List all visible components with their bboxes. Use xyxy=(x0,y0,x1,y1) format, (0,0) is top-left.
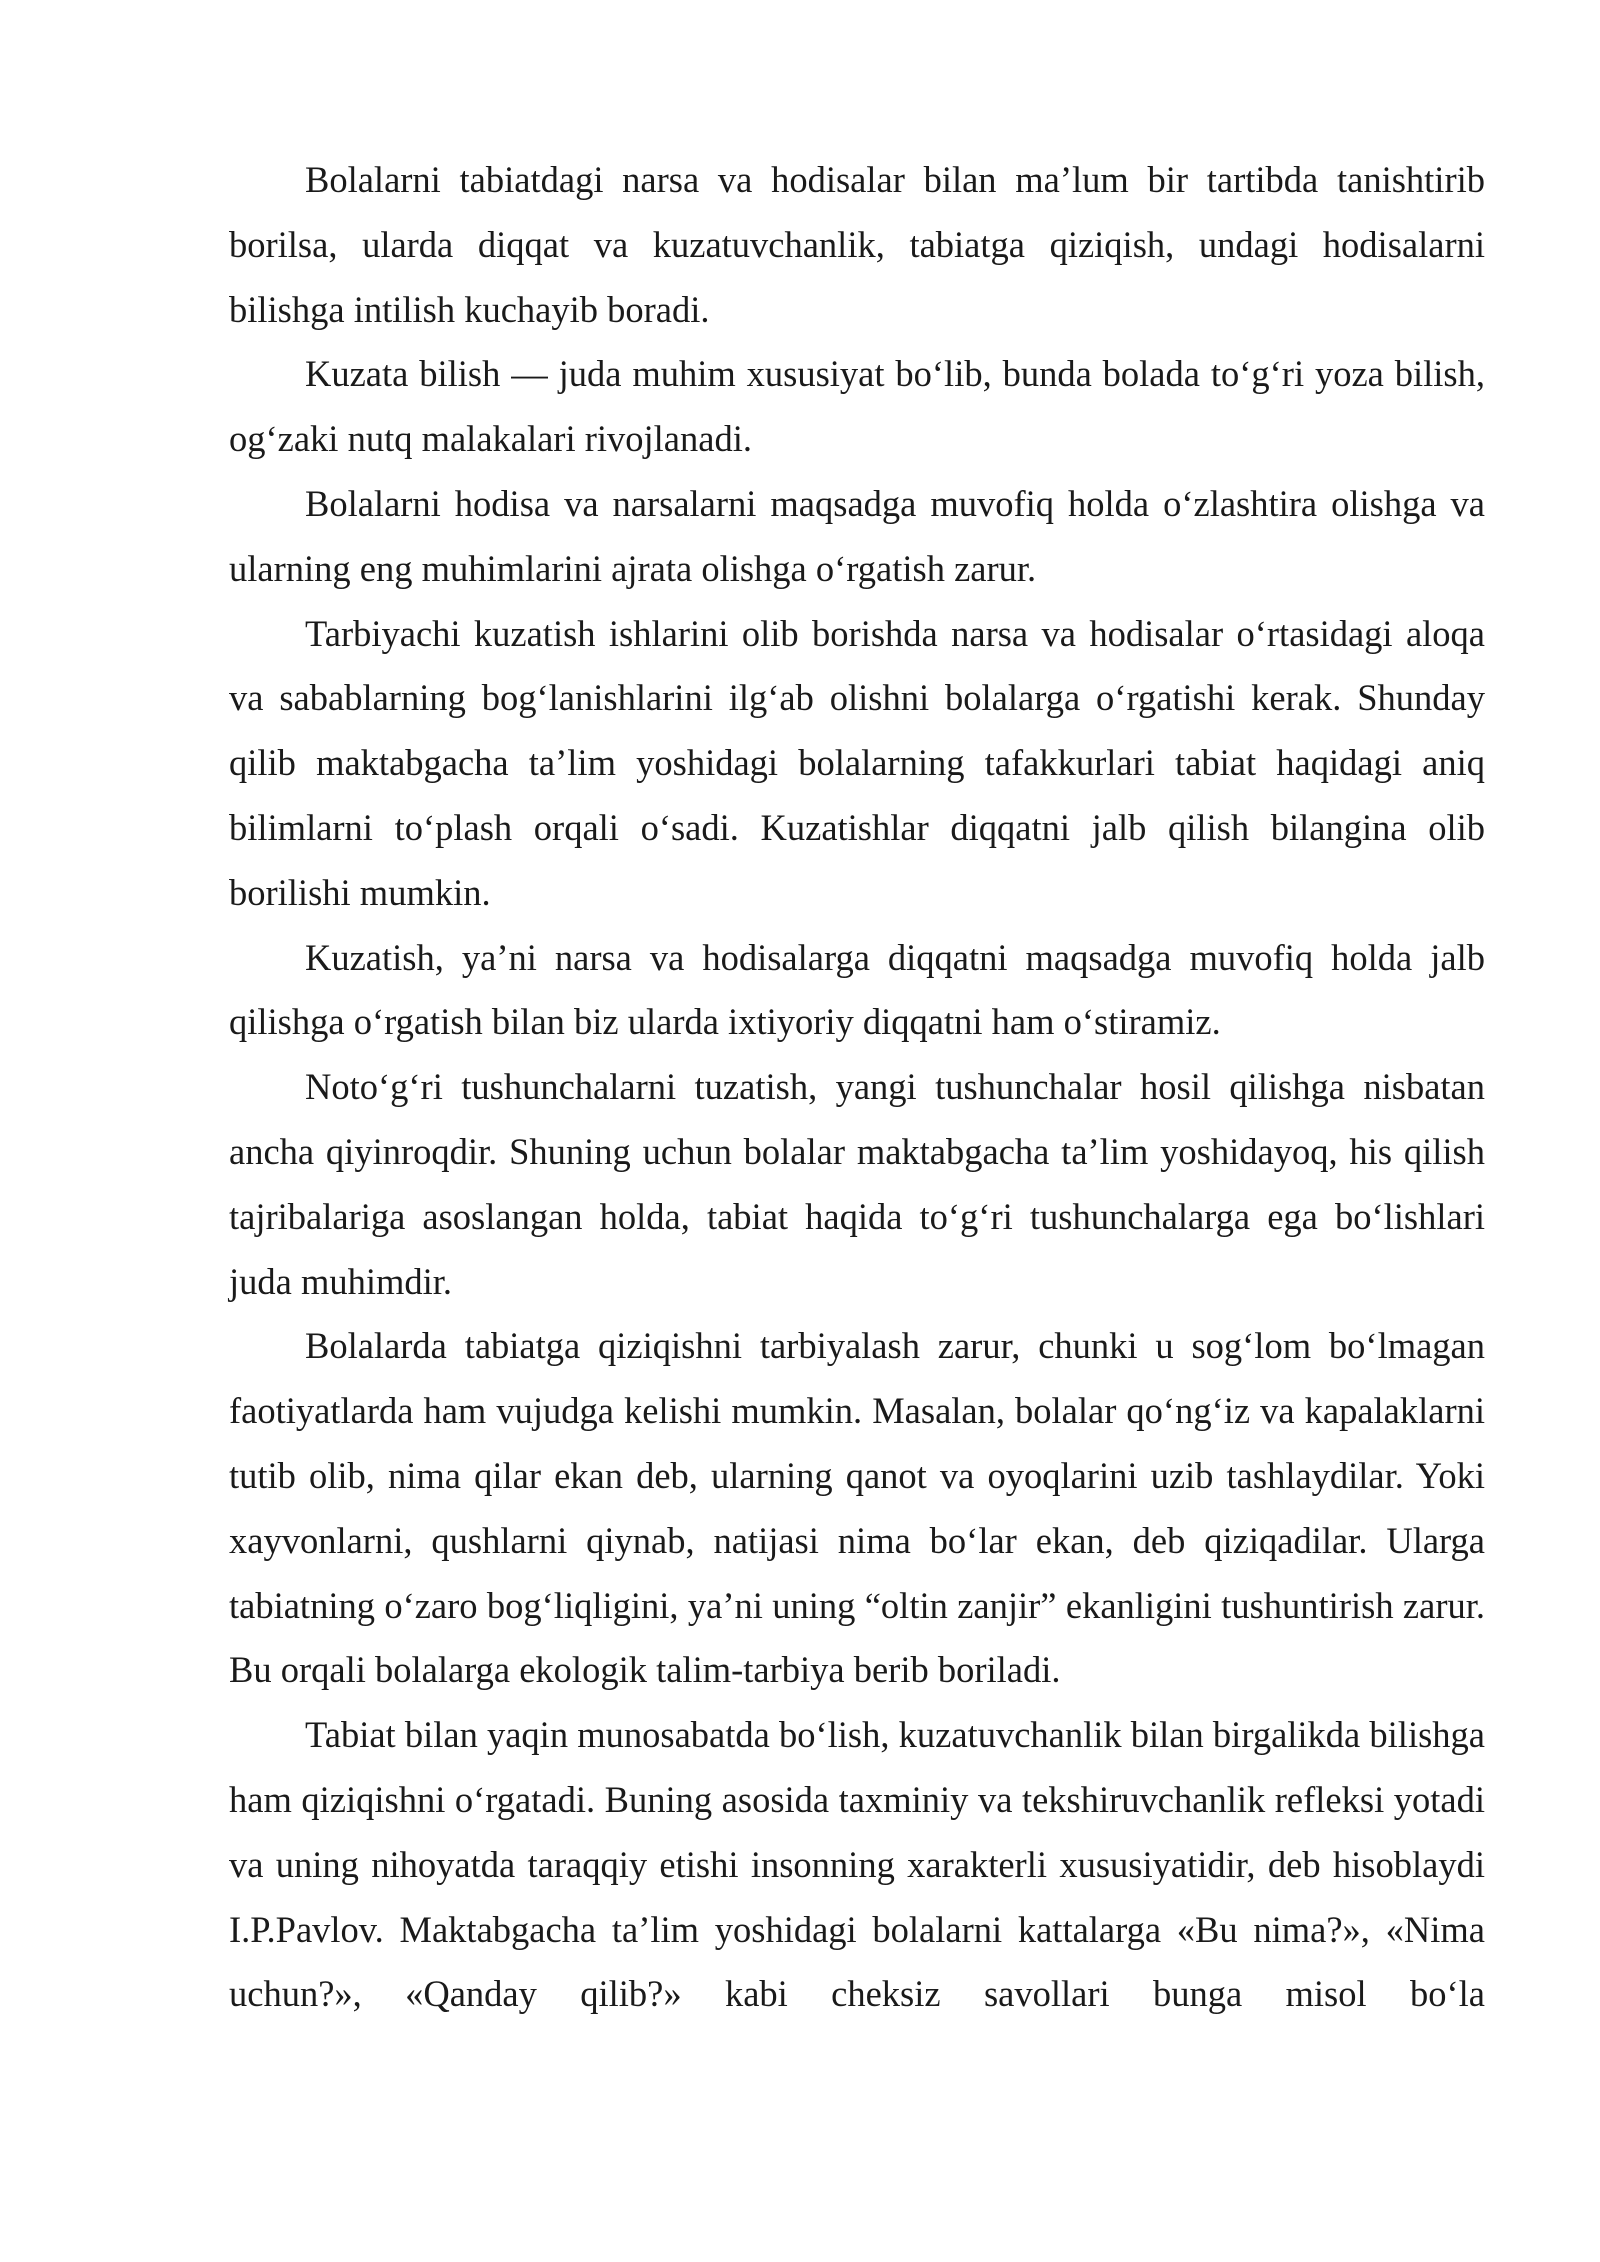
paragraph-7: Bolalarda tabiatga qiziqishni tarbiyalash zarur, chunki u sog‘lom bo‘lmagan faotiyatlarda ham vujudga kelishi mumkin. Masalan, bolalar qo‘ng‘iz va kapalaklarni tutib olib, nima qilar ekan deb, ularning qanot va oyoqlarini uzib tashlaydilar. Yoki xayvonlarni, qushlarni qiynab, natijasi nima bo‘lar ekan, deb qiziqadilar. Ularga tabiatning o‘zaro bog‘liqligini, ya’ni uning “oltin zanjir” ekanligini tushuntirish zarur. Bu orqali bolalarga ekologik talim-tarbiya berib boriladi. xyxy=(229,1325,1485,1691)
paragraph-3: Bolalarni hodisa va narsalarni maqsadga muvofiq holda o‘zlashtira olishga va ularning eng muhimlarini ajrata olishga o‘rgatish zarur. xyxy=(229,482,1485,589)
paragraph-1: Bolalarni tabiatdagi narsa va hodisalar bilan ma’lum bir tartibda tanishtirib borilsa, ularda diqqat va kuzatuvchanlik, tabiatga qiziqish, undagi hodisalarni bilishga intilish kuchayib boradi. xyxy=(229,159,1485,330)
paragraph-5: Kuzatish, ya’ni narsa va hodisalarga diqqatni maqsadga muvofiq holda jalb qilishga o‘rgatish bilan biz ularda ixtiyoriy diqqatni ham o‘stiramiz. xyxy=(229,936,1485,1043)
paragraph-4: Tarbiyachi kuzatish ishlarini olib borishda narsa va hodisalar o‘rtasidagi aloqa va sabablarning bog‘lanishlarini ilg‘ab olishni bolalarga o‘rgatishi kerak. Shunday qilib maktabgacha ta’lim yoshidagi bolalarning tafakkurlari tabiat haqidagi aniq bilimlarni to‘plash orqali o‘sadi. Kuzatishlar diqqatni jalb qilish bilangina olib borilishi mumkin. xyxy=(229,612,1485,913)
paragraph-2: Kuzata bilish — juda muhim xususiyat bo‘lib, bunda bolada to‘g‘ri yoza bilish, og‘zaki nutq malakalari rivojlanadi. xyxy=(229,353,1485,460)
paragraph-6: Noto‘g‘ri tushunchalarni tuzatish, yangi tushunchalar hosil qilishga nisbatan ancha qiyinroqdir. Shuning uchun bolalar maktabgacha ta’lim yoshidayoq, his qilish tajribalariga asoslangan holda, tabiat haqida to‘g‘ri tushunchalarga ega bo‘lishlari juda muhimdir. xyxy=(229,1066,1485,1302)
paragraph-8: Tabiat bilan yaqin munosabatda bo‘lish, kuzatuvchanlik bilan birgalikda bilishga ham qiziqishni o‘rgatadi. Buning asosida taxminiy va tekshiruvchanlik refleksi yotadi va uning nihoyatda taraqqiy etishi insonning xarakterli xususiyatidir, deb hisoblaydi I.P.Pavlov. Maktabgacha ta’lim yoshidagi bolalarni kattalarga «Bu nima?», «Nima uchun?», «Qanday qilib?» kabi cheksiz savollari bunga misol bo‘la xyxy=(229,1714,1485,2015)
body-text xyxy=(229,148,1485,2027)
